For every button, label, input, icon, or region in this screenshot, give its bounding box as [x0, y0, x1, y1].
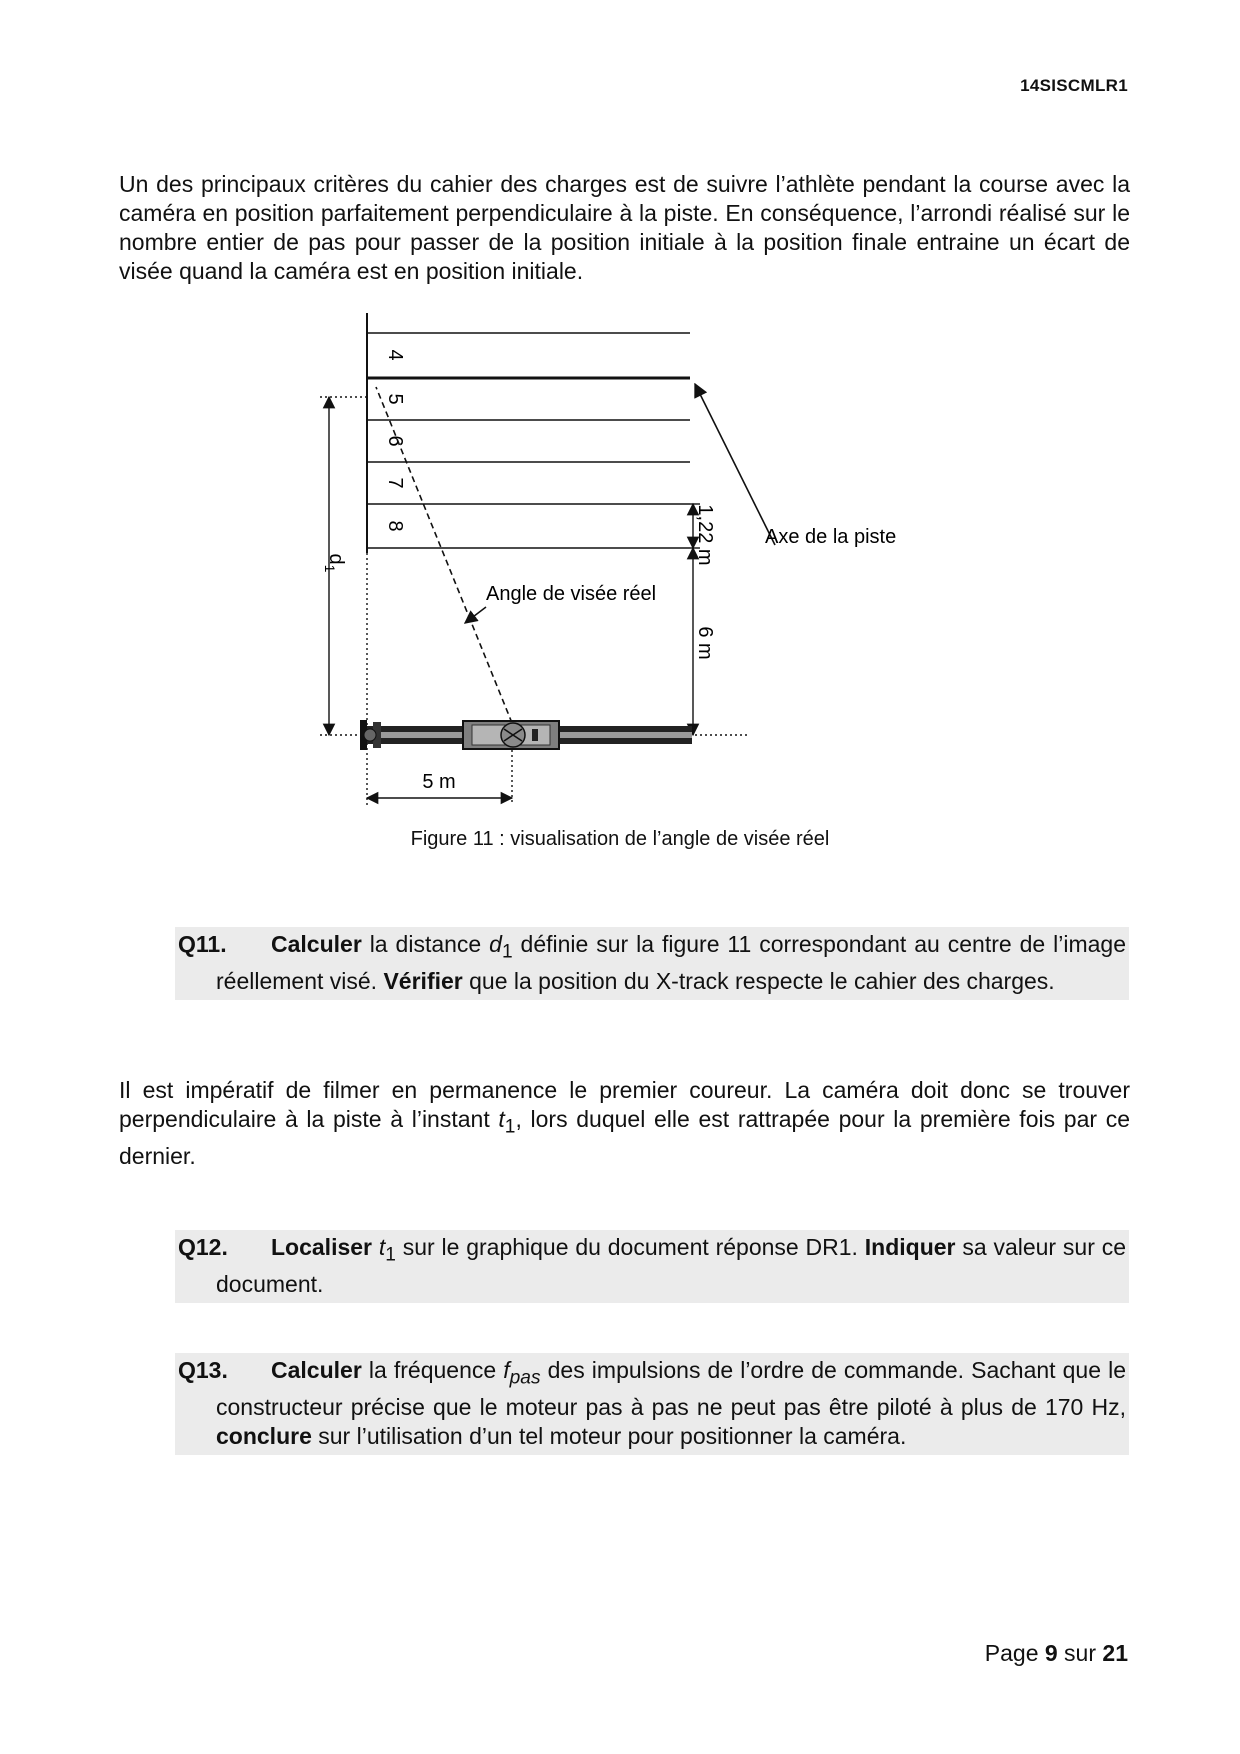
document-reference: 14SISCMLR1: [1020, 76, 1128, 95]
intro-paragraph: Un des principaux critères du cahier des charges est de suivre l’athlète pendant la course avec la caméra en position parfaitement perpendiculaire à la piste. En conséquence, l’arrondi réalisé sur le nombre entier de pas pour passer de la position initiale à la position finale entraine un écart de visée quand la caméra est en position initiale.: [119, 171, 1130, 284]
question-q12: Q12. Localiser $t_1$ sur le graphique du document réponse DR1. Indiquer sa valeur sur ce document.: [175, 1230, 1129, 1303]
camera-carriage: [463, 721, 559, 749]
axis-label: Axe de la piste: [765, 526, 897, 548]
gap-label: 6 m: [694, 626, 716, 660]
question-q13: Q13. Calculer la fréquence $f_{pas}$ des impulsions de l’ordre de commande. Sachant que le constructeur précise que le moteur pas à pas ne peut pas être piloté à plus de 170 Hz, conclure sur l’utilisation d’un tel moteur pour positionner la caméra.: [175, 1353, 1129, 1455]
lane-number: 6: [384, 435, 406, 447]
question-q11: Q11. Calculer la distance $d_1$ définie sur la figure 11 correspondant au centre de l’image réellement visé. Vérifier que la position du X-track respecte le cahier des charges.: [175, 927, 1129, 1000]
lane-number: 8: [384, 520, 406, 532]
question-number: Q11.: [178, 931, 227, 957]
angle-label: Angle de visée réel: [486, 583, 657, 605]
figure-11: [280, 305, 960, 815]
angle-pointer-arrow: [465, 607, 486, 623]
viewing-angle-line: [376, 387, 512, 723]
question-number: Q13.: [178, 1357, 228, 1383]
lane-number: 7: [384, 477, 406, 489]
figure-caption: Figure 11 : visualisation de l’angle de visée réel: [410, 828, 830, 850]
body-paragraph: Il est impératif de filmer en permanence le premier coureur. La caméra doit donc se trouver perpendiculaire à la piste à l’instant $t_1$, lors duquel elle est rattrapée pour la première fois par ce dernier.: [119, 1077, 1130, 1169]
question-number: Q12.: [178, 1234, 228, 1260]
track-diagram: [280, 305, 960, 815]
lane-number: 5: [384, 393, 406, 405]
page-number: Page 9 sur 21: [984, 1640, 1128, 1666]
lane-number: 4: [384, 349, 406, 361]
d1-label: $d_1$: [322, 553, 347, 573]
offset-label: 5 m: [422, 771, 456, 793]
lane-width-label: 1,22 m: [694, 504, 716, 566]
